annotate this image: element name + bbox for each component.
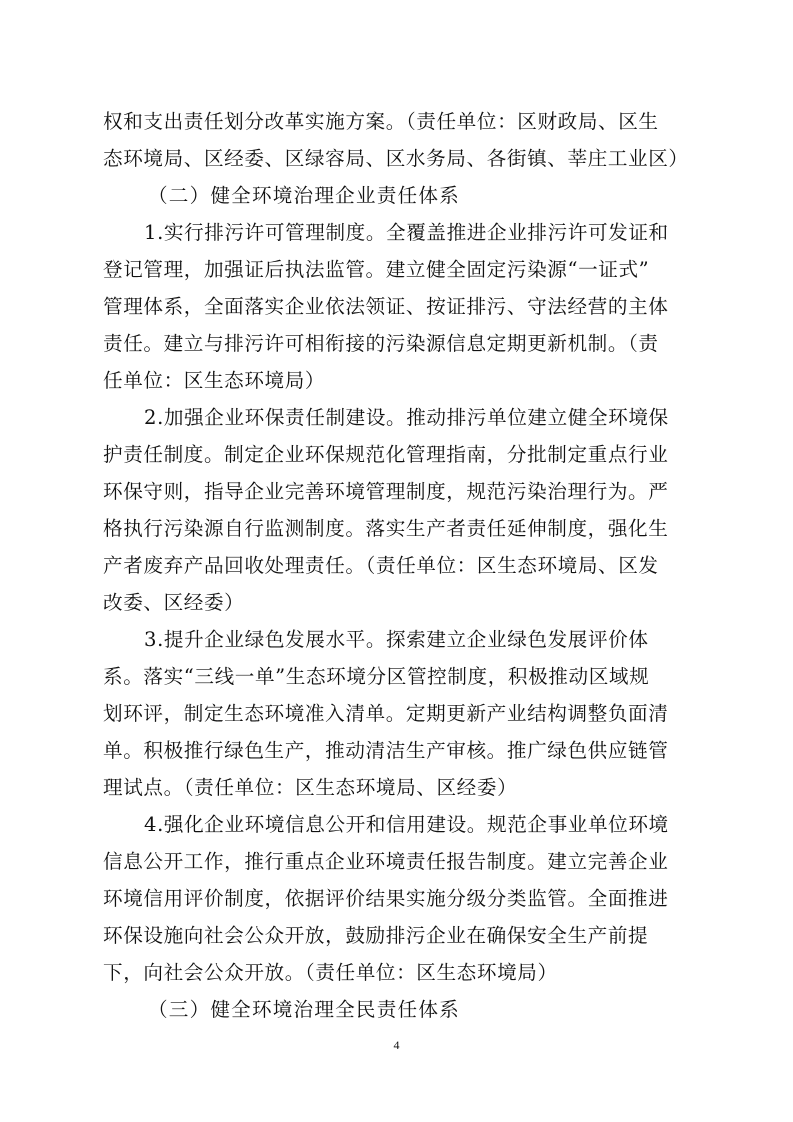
- body-text-line: 护责任制度。制定企业环保规范化管理指南，分批制定重点行业: [103, 443, 669, 466]
- paragraph-first-line: 3.提升企业绿色发展水平。探索建立企业绿色发展评价体: [144, 628, 649, 651]
- body-text-line: 环保设施向社会公众开放，鼓励排污企业在确保安全生产前提: [103, 924, 649, 947]
- body-text-line: 改委、区经委）: [103, 591, 245, 614]
- body-text-line: 单。积极推行绿色生产，推动清洁生产审核。推广绿色供应链管: [103, 739, 669, 762]
- body-text-line: 信息公开工作，推行重点企业环境责任报告制度。建立完善企业: [103, 850, 669, 873]
- body-text-line: 管理体系，全面落实企业依法领证、按证排污、守法经营的主体: [103, 295, 669, 318]
- body-text-line: 格执行污染源自行监测制度。落实生产者责任延伸制度，强化生: [103, 517, 669, 540]
- paragraph-first-line: 2.加强企业环保责任制建设。推动排污单位建立健全环境保: [144, 406, 669, 429]
- body-text-line: 登记管理，加强证后执法监管。建立健全固定污染源“一证式”: [103, 258, 650, 281]
- body-text-line: 系。落实“三线一单”生态环境分区管控制度，积极推动区域规: [103, 665, 650, 688]
- body-text-line: 下，向社会公众开放。（责任单位：区生态环境局）: [103, 961, 558, 984]
- body-text-line: 权和支出责任划分改革实施方案。（责任单位：区财政局、区生: [103, 110, 659, 133]
- section-heading: （三）健全环境治理全民责任体系: [148, 998, 460, 1021]
- body-text-line: 责任。建立与排污许可相衔接的污染源信息定期更新机制。（责: [103, 332, 659, 355]
- body-text-line: 理试点。（责任单位：区生态环境局、区经委）: [103, 776, 518, 799]
- body-text-line: 划环评，制定生态环境准入清单。定期更新产业结构调整负面清: [103, 702, 669, 725]
- section-heading: （二）健全环境治理企业责任体系: [148, 184, 460, 207]
- body-text-line: 态环境局、区经委、区绿容局、区水务局、各街镇、莘庄工业区）: [103, 147, 689, 170]
- body-text-line: 环境信用评价制度，依据评价结果实施分级分类监管。全面推进: [103, 887, 669, 910]
- paragraph-first-line: 4.强化企业环境信息公开和信用建设。规范企事业单位环境: [144, 813, 669, 836]
- body-text-line: 任单位：区生态环境局）: [103, 369, 326, 392]
- paragraph-first-line: 1.实行排污许可管理制度。全覆盖推进企业排污许可发证和: [144, 221, 669, 244]
- page-number: 4: [393, 1038, 400, 1052]
- body-text-line: 产者废弃产品回收处理责任。（责任单位：区生态环境局、区发: [103, 554, 659, 577]
- body-text-line: 环保守则，指导企业完善环境管理制度，规范污染治理行为。严: [103, 480, 669, 503]
